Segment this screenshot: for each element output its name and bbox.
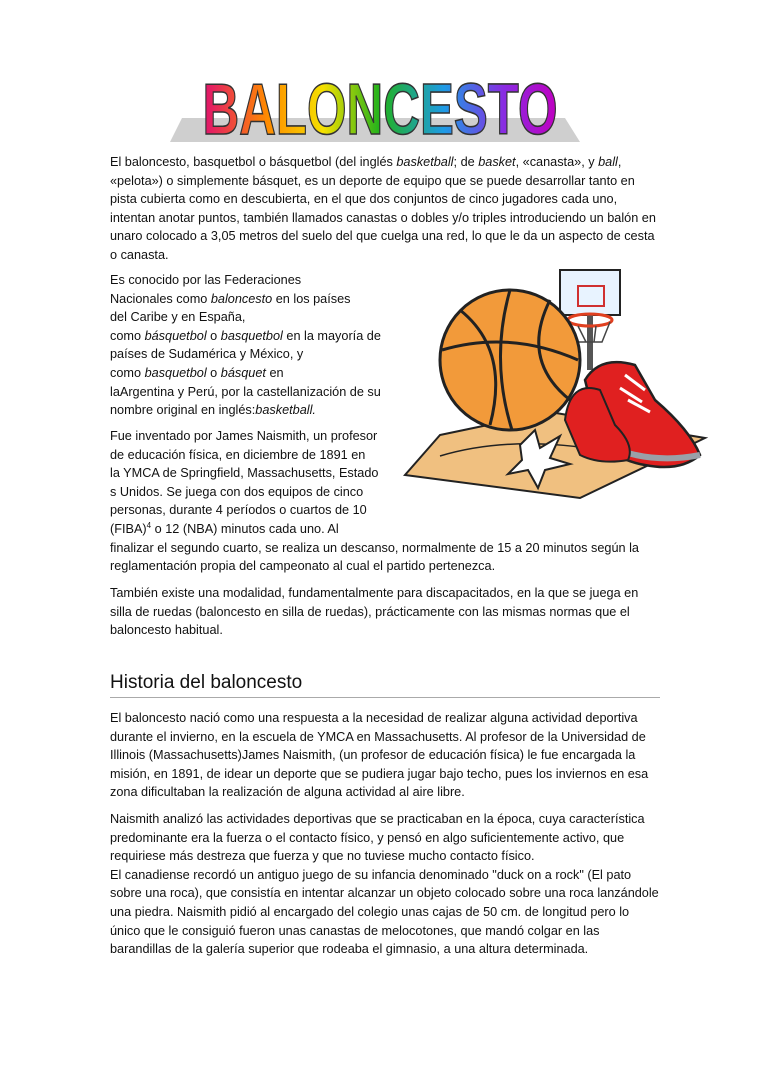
intro-paragraph-3: Fue inventado por James Naismith, un profesor de educación física, en diciembre de 1891 en la YMCA de Springfield, Massachusetts, Estado s Unidos. Se juega con dos equipos de cinco personas, durante 4 períodos o cuartos de 10 (FIBA)$^4$ o 12 (NBA) minutos cada uno. Al finalizar el segundo cuarto, se realiza un descanso, normalmente de 15 a 20 minutos según la reglamentación propia del campeonato al cual el partido pertenezca. [110, 429, 639, 574]
backboard [560, 270, 620, 315]
basketball-illustration [400, 260, 710, 500]
title-wordart [170, 62, 590, 152]
intro-paragraph-4: También existe una modalidad, fundamentalmente para discapacitados, en la que se juega en silla de ruedas (baloncesto en silla de ruedas), prácticamente con las mismas normas que el baloncesto habitual. [110, 586, 639, 638]
title-wordart-graphic [170, 62, 590, 152]
history-paragraph-1: El baloncesto nació como una respuesta a la necesidad de realizar alguna actividad deportiva durante el invierno, en la escuela de YMCA en Massachusetts. Al profesor de la Universidad de Illinois (Massachusetts)James Naismith, (un profesor de educación física) le fue encargada la misión, en 1891, de idear un deporte que se pudiera jugar bajo techo, pues los inviernos en esa zona dificultaban la realización de alguna actividad al aire libre. [110, 711, 649, 800]
history-paragraph-2: Naismith analizó las actividades deportivas que se practicaban en la época, cuya característica predominante era la fuerza o el contacto físico, y pensó en algo suficientemente activo, que requiriese más destreza que fuerza y que no tuviese mucho contacto físico. El canadiense recordó un antiguo juego de su infancia denominado "duck on a rock" (El pato sobre una roca), que consistía en intentar alcanzar un objeto colocado sobre una roca lanzándole una piedra. Naismith pidió al encargado del colegio unas cajas de 50 cm. de longitud pero lo único que le consiguió fueron unas canastas de melocotones, que mandó colgar en las barandillas de la galería superior que rodeaba el gimnasio, a una altura determinada. [110, 812, 659, 957]
basketball-clipart [400, 260, 710, 500]
intro-paragraph-1: El baloncesto, basquetbol o básquetbol (del inglés basketball; de basket, «canasta», y ball, «pelota») o simplemente básquet, es un deporte de equipo que se puede desarrollar tanto en pista cubierta como en descubierta, en el que dos conjuntos de cinco jugadores cada uno, intentan anotar puntos, también llamados canastas o dobles y/o triples introduciendo un balón en unaro colocado a 3,05 metros del suelo del que cuelga una red, lo que le da un aspecto de cesta o canasta. [110, 155, 656, 262]
page-title: BALONCESTO [202, 70, 558, 150]
history-heading: Historia del baloncesto [110, 671, 660, 698]
intro-paragraph-2: Es conocido por las Federaciones Nacionales como baloncesto en los países del Caribe y en España, como básquetbol o basquetbol en la mayoría de países de Sudamérica y México, y como basquetbol o básquet en laArgentina y Perú, por la castellanización de su nombre original en inglés:basketball. [110, 273, 381, 418]
